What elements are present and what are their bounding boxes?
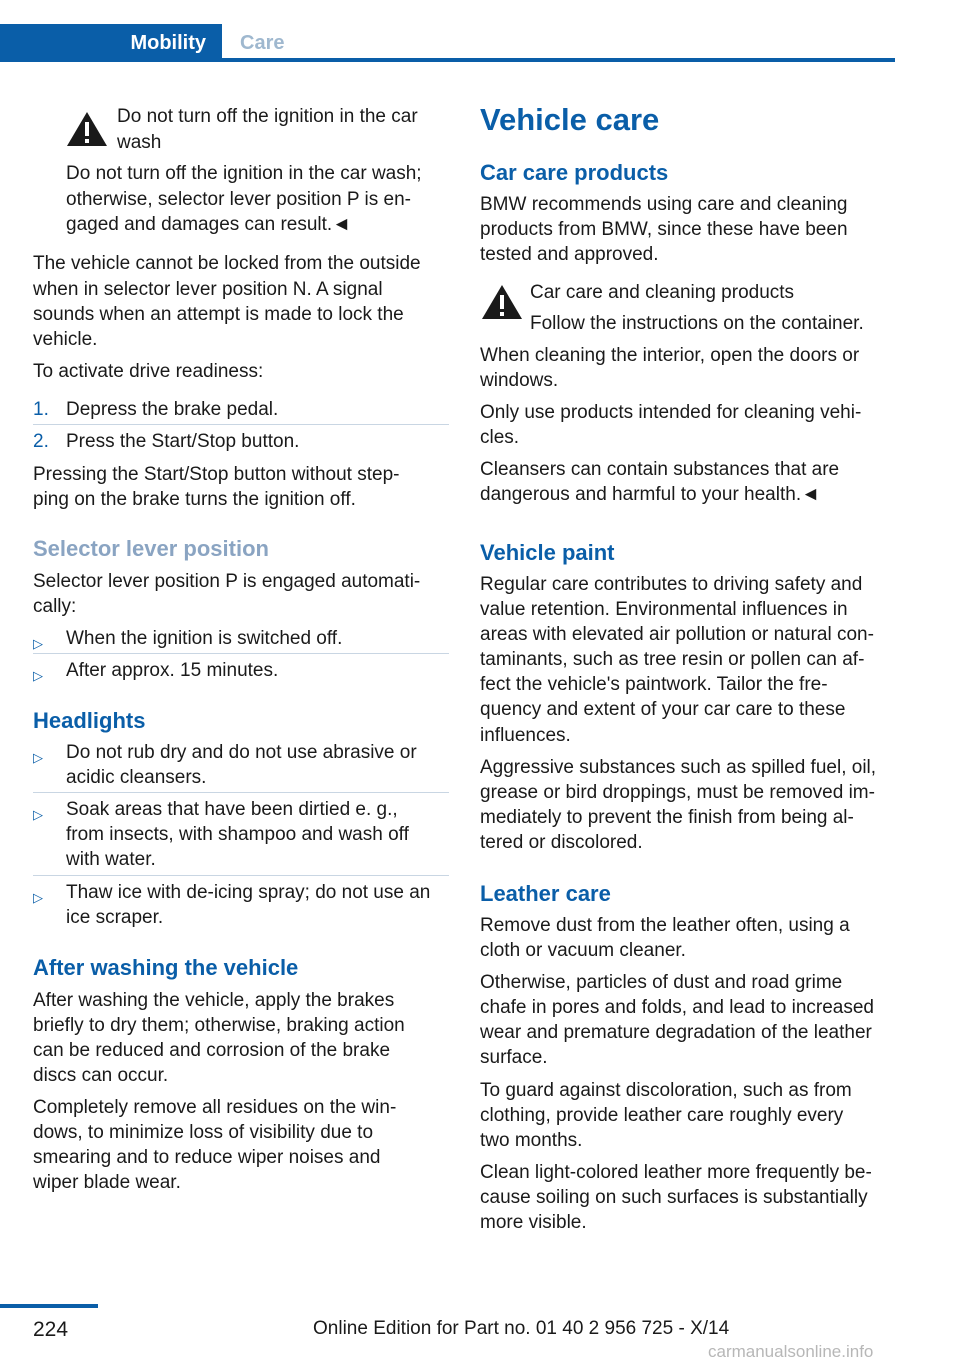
warning-triangle-icon [480,283,524,321]
lock-paragraph-line1: The vehicle cannot be locked from the outside [33,253,421,274]
leather-p2-line1: Otherwise, particles of dust and road grime [480,972,843,993]
watermark: carmanualsonline.info [708,1342,874,1361]
triangle-right-icon: ▷ [33,750,43,765]
header-tabbar [0,0,895,62]
paint-p2-line1: Aggressive substances such as spilled fuel, oil, [480,757,877,778]
warning-body-line2: otherwise, selector lever position P is en‐ [66,189,411,210]
step-item [33,397,449,423]
selector-item-text: After approx. 15 minutes. [66,660,279,681]
paint-p1-line7: influences. [480,725,571,746]
lock-paragraph-line2: when in selector lever position N. A signal [33,279,383,300]
after-wash-p1-line3: can be reduced and corrosion of the brake [33,1040,391,1061]
products-heading: Car care products [480,160,669,185]
step-item [33,429,449,455]
products-warning-body: Follow the instructions on the container. [530,313,864,334]
headlights-heading: Headlights [33,708,146,733]
selector-heading: Selector lever position [33,536,269,561]
products-p2-line2: windows. [480,370,559,391]
drive-readiness-intro: To activate drive readiness: [33,361,264,382]
triangle-right-icon: ▷ [33,807,43,822]
products-p3-line1: Only use products intended for cleaning vehi‐ [480,402,862,423]
products-p3-line2: cles. [480,427,520,448]
headlights-item-line: Do not rub dry and do not use abrasive or [66,742,417,763]
step-text: Depress the brake pedal. [66,399,279,420]
edition-note: Online Edition for Part no. 01 40 2 956 725 - X/14 [313,1318,730,1339]
triangle-right-icon: ▷ [33,636,43,651]
after-wash-p1-line2: briefly to dry them; otherwise, braking action [33,1015,405,1036]
headlights-item-line: with water. [66,849,156,870]
selector-item [33,626,449,652]
leather-p1-line2: cloth or vacuum cleaner. [480,940,686,961]
headlights-item-line: acidic cleansers. [66,767,207,788]
leather-p3-line1: To guard against discoloration, such as from [480,1080,852,1101]
leather-heading: Leather care [480,881,611,906]
after-wash-p1-line4: discs can occur. [33,1065,169,1086]
leather-p3-line2: clothing, provide leather care roughly every [480,1105,844,1126]
products-p2-line1: When cleaning the interior, open the doors or [480,345,860,366]
paint-p2-line3: mediately to prevent the finish from being al‐ [480,807,854,828]
leather-p4-line3: more visible. [480,1212,587,1233]
after-wash-p2-line4: wiper blade wear. [33,1172,181,1193]
selector-intro-line2: cally: [33,596,77,617]
paint-p1-line5: fect the vehicle's paintwork. Tailor the fre‐ [480,674,828,695]
paint-p1-line4: taminants, such as tree resin or pollen can af‐ [480,649,865,670]
warning-body-line1: Do not turn off the ignition in the car wash; [66,163,422,184]
products-p1-line3: tested and approved. [480,244,659,265]
products-p1-line1: BMW recommends using care and cleaning [480,194,848,215]
leather-p4-line2: cause soiling on such surfaces is substantially [480,1187,868,1208]
products-warning-title: Car care and cleaning products [530,282,795,303]
selector-item-text: When the ignition is switched off. [66,628,343,649]
divider [33,653,449,654]
lock-paragraph-line4: vehicle. [33,329,98,350]
products-p4-line1: Cleansers can contain substances that are [480,459,840,480]
headlights-item [33,797,449,874]
page-title: Vehicle care [480,102,660,137]
step-number: 1. [33,399,49,420]
headlights-item-line: from insects, with shampoo and wash off [66,824,409,845]
warning-title-line2: wash [117,132,162,153]
paint-p2-line4: tered or discolored. [480,832,643,853]
leather-p2-line2: chafe in pores and folds, and lead to increased [480,997,874,1018]
headlights-item [33,880,449,932]
tab-mobility[interactable]: Mobility [0,24,222,62]
leather-p2-line3: wear and premature degradation of the leather [480,1022,872,1043]
leather-p3-line3: two months. [480,1130,583,1151]
header-rule [0,58,895,62]
divider [33,792,449,793]
paint-heading: Vehicle paint [480,540,615,565]
selector-item [33,658,449,684]
footer-rule [0,1304,98,1308]
leather-p2-line4: surface. [480,1047,548,1068]
headlights-item-line: ice scraper. [66,907,164,928]
headlights-item-line: Thaw ice with de-icing spray; do not use an [66,882,431,903]
lock-paragraph-line3: sounds when an attempt is made to lock the [33,304,404,325]
start-stop-paragraph-line2: ping on the brake turns the ignition off. [33,489,356,510]
tab-care[interactable]: Care [240,32,285,54]
leather-p1-line1: Remove dust from the leather often, using a [480,915,850,936]
divider [33,875,449,876]
paint-p1-line3: areas with elevated air pollution or natural con‐ [480,624,874,645]
paint-p2-line2: grease or bird droppings, must be removed im‐ [480,782,875,803]
step-number: 2. [33,431,49,452]
warning-body-line3: gaged and damages can result.◄ [66,214,351,235]
products-p4-line2: dangerous and harmful to your health.◄ [480,484,820,505]
after-wash-p2-line3: smearing and to reduce wiper noises and [33,1147,381,1168]
headlights-item-line: Soak areas that have been dirtied e. g., [66,799,398,820]
leather-p4-line1: Clean light-colored leather more frequently be‐ [480,1162,872,1183]
step-text: Press the Start/Stop button. [66,431,300,452]
warning-triangle-icon [65,110,109,148]
triangle-right-icon: ▷ [33,668,43,683]
paint-p1-line1: Regular care contributes to driving safety and [480,574,863,595]
after-wash-p1-line1: After washing the vehicle, apply the brakes [33,990,395,1011]
headlights-item [33,740,449,792]
after-wash-p2-line1: Completely remove all residues on the win‐ [33,1097,397,1118]
after-wash-heading: After washing the vehicle [33,955,299,980]
products-p1-line2: products from BMW, since these have been [480,219,848,240]
selector-intro-line1: Selector lever position P is engaged automati‐ [33,571,421,592]
start-stop-paragraph-line1: Pressing the Start/Stop button without step‐ [33,464,400,485]
after-wash-p2-line2: dows, to minimize loss of visibility due to [33,1122,374,1143]
warning-title-line1: Do not turn off the ignition in the car [117,106,418,127]
paint-p1-line6: quency and extent of your car care to these [480,699,846,720]
divider [33,424,449,425]
paint-p1-line2: value retention. Environmental influences in [480,599,848,620]
triangle-right-icon: ▷ [33,890,43,905]
page-number: 224 [33,1318,69,1341]
